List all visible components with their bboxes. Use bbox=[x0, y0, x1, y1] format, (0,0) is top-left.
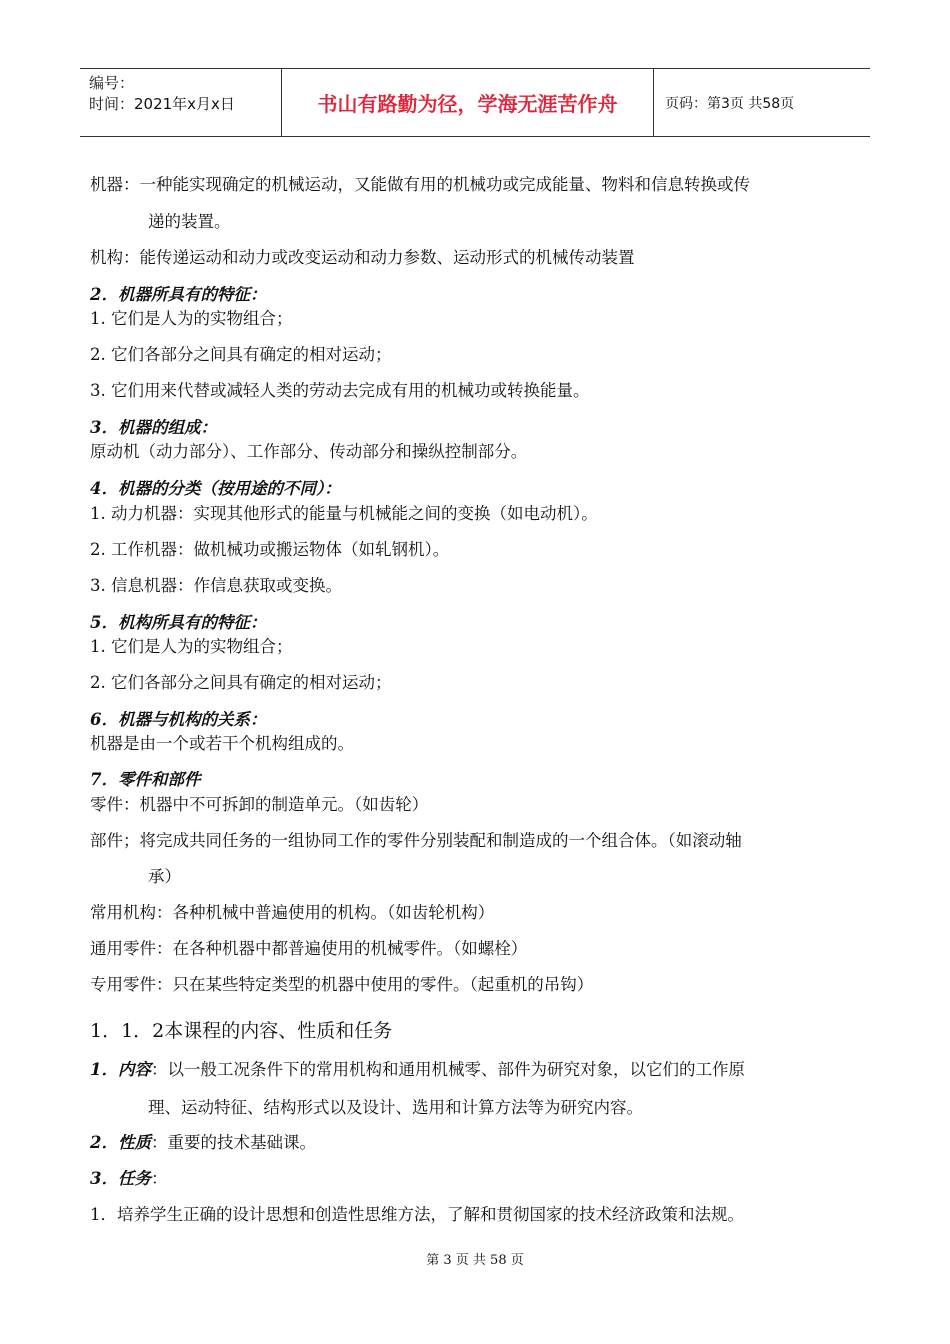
list-item: 1. 它们是人为的实物组合； bbox=[90, 309, 293, 328]
text-line bbox=[90, 1165, 167, 1189]
motto: 书山有路勤为径，学海无涯苦作舟 bbox=[282, 69, 654, 136]
date-label: 时间：2021年x月x日 bbox=[89, 95, 235, 113]
task-text: ： bbox=[150, 1169, 168, 1188]
list-item: 3. 信息机器：作信息获取或变换。 bbox=[90, 576, 342, 595]
number-label: 编号： bbox=[89, 74, 135, 92]
content-label: 1．内容 bbox=[90, 1060, 151, 1079]
section-heading: 5．机构所具有的特征： bbox=[90, 613, 267, 632]
list-item: 3. 它们用来代替或减轻人类的劳动去完成有用的机械功或转换能量。 bbox=[90, 381, 590, 400]
text-line: 承） bbox=[148, 867, 181, 886]
text-line: 部件；将完成共同任务的一组协同工作的零件分别装配和制造成的一个组合体。（如滚动轴 bbox=[90, 831, 742, 850]
text-line: 零件：机器中不可拆卸的制造单元。（如齿轮） bbox=[90, 795, 429, 814]
text-line: 通用零件：在各种机器中都普遍使用的机械零件。（如螺栓） bbox=[90, 939, 528, 958]
list-item: 2. 它们各部分之间具有确定的相对运动； bbox=[90, 345, 392, 364]
list-item: 1．培养学生正确的设计思想和创造性思维方法，了解和贯彻国家的技术经济政策和法规。 bbox=[90, 1205, 744, 1224]
text-line: 机器是由一个或若干个机构组成的。 bbox=[90, 734, 354, 753]
content-text: ：以一般工况条件下的常用机构和通用机械零、部件为研究对象，以它们的工作原 bbox=[150, 1060, 745, 1079]
list-item: 2. 工作机器：做机械功或搬运物体（如轧钢机）。 bbox=[90, 540, 450, 559]
section-heading: 6．机器与机构的关系： bbox=[90, 710, 267, 729]
text-line: 常用机构：各种机械中普遍使用的机构。（如齿轮机构） bbox=[90, 903, 495, 922]
section-heading: 7．零件和部件 bbox=[90, 770, 201, 789]
text-line: 专用零件：只在某些特定类型的机器中使用的零件。（起重机的吊钩） bbox=[90, 975, 594, 994]
text-line bbox=[90, 1129, 316, 1153]
page-info: 页码：第3页 共58页 bbox=[665, 96, 795, 112]
text-line: 理、运动特征、结构形式以及设计、选用和计算方法等为研究内容。 bbox=[148, 1098, 643, 1117]
list-item: 2. 它们各部分之间具有确定的相对运动； bbox=[90, 673, 392, 692]
text-line: 机器：一种能实现确定的机械运动，又能做有用的机械功或完成能量、物料和信息转换或传 bbox=[90, 175, 750, 194]
section-heading: 4．机器的分类（按用途的不同）： bbox=[90, 479, 341, 498]
task-label: 3．任务 bbox=[90, 1169, 151, 1188]
subsection-title: 1．1．2本课程的内容、性质和任务 bbox=[90, 1020, 393, 1042]
nature-label: 2．性质 bbox=[90, 1133, 151, 1152]
section-heading: 3．机器的组成： bbox=[90, 418, 217, 437]
nature-text: ：重要的技术基础课。 bbox=[150, 1133, 316, 1152]
text-line: 原动机（动力部分）、工作部分、传动部分和操纵控制部分。 bbox=[90, 442, 528, 461]
list-item: 1. 动力机器：实现其他形式的能量与机械能之间的变换（如电动机）。 bbox=[90, 504, 598, 523]
text-line: 机构：能传递运动和动力或改变运动和动力参数、运动形式的机械传动装置 bbox=[90, 248, 635, 267]
section-heading: 2．机器所具有的特征： bbox=[90, 285, 267, 304]
header-meta-cell bbox=[80, 69, 282, 136]
list-item: 1. 它们是人为的实物组合； bbox=[90, 637, 293, 656]
text-line bbox=[90, 1056, 745, 1080]
page-footer: 第 3 页 共 58 页 bbox=[426, 1253, 524, 1268]
header-table bbox=[80, 68, 870, 137]
text-line: 递的装置。 bbox=[148, 212, 231, 231]
